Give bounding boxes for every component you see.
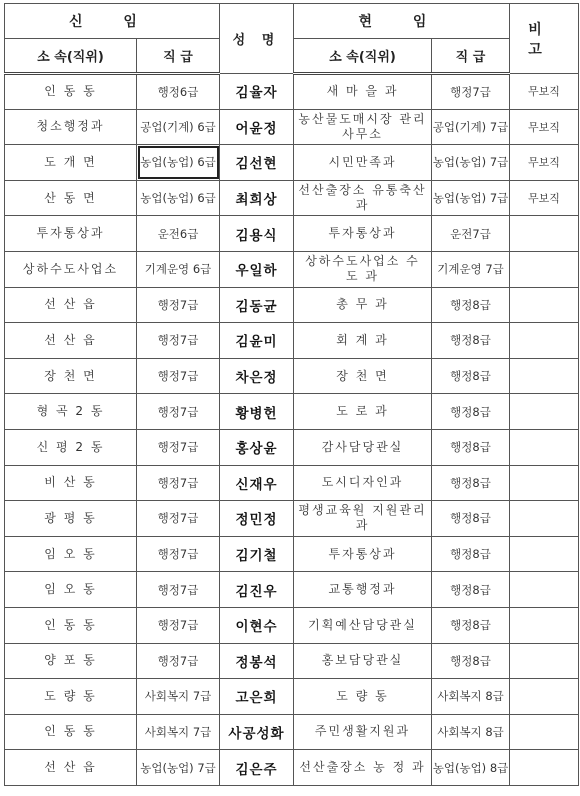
new-affiliation-cell: 선 산 읍 [5, 323, 137, 359]
name-cell: 김선현 [220, 145, 294, 181]
new-grade-cell: 행정7급 [137, 607, 220, 643]
remarks-cell: 무보직 [510, 180, 579, 216]
current-affiliation-cell: 주민생활지원과 [294, 714, 432, 750]
name-cell: 정봉석 [220, 643, 294, 679]
remarks-cell [510, 501, 579, 537]
current-affiliation-cell: 교통행정과 [294, 572, 432, 608]
new-grade-cell: 행정7급 [137, 358, 220, 394]
remarks-cell [510, 429, 579, 465]
current-grade-cell: 행정8급 [432, 358, 510, 394]
new-affiliation-cell: 선 산 읍 [5, 287, 137, 323]
name-cell: 김용식 [220, 216, 294, 252]
current-grade-cell: 행정8급 [432, 643, 510, 679]
current-grade-cell: 행정8급 [432, 287, 510, 323]
name-cell: 어윤정 [220, 109, 294, 145]
new-affiliation-cell: 광 평 동 [5, 501, 137, 537]
table-row [5, 750, 579, 786]
new-grade-header: 직 급 [137, 39, 220, 74]
remarks-cell [510, 216, 579, 252]
table-row [5, 501, 579, 537]
table-row [5, 145, 579, 181]
remarks-cell: 무보직 [510, 145, 579, 181]
new-grade-cell: 행정7급 [137, 287, 220, 323]
table-row [5, 465, 579, 501]
remarks-cell [510, 714, 579, 750]
remarks-cell [510, 251, 579, 287]
new-position-header: 신 임 [5, 4, 220, 39]
remarks-cell [510, 607, 579, 643]
current-affiliation-cell: 상하수도사업소 수 도 과 [294, 251, 432, 287]
new-affiliation-cell: 상하수도사업소 [5, 251, 137, 287]
current-grade-cell: 운전7급 [432, 216, 510, 252]
new-affiliation-cell: 양 포 동 [5, 643, 137, 679]
current-affiliation-cell: 평생교육원 지원관리과 [294, 501, 432, 537]
remarks-cell [510, 643, 579, 679]
new-grade-cell: 행정7급 [137, 536, 220, 572]
remarks-cell [510, 750, 579, 786]
new-grade-cell: 운전6급 [137, 216, 220, 252]
new-affiliation-cell: 청소행정과 [5, 109, 137, 145]
remarks-cell [510, 465, 579, 501]
remarks-cell [510, 287, 579, 323]
table-row [5, 216, 579, 252]
remarks-cell [510, 536, 579, 572]
current-affiliation-cell: 도 로 과 [294, 394, 432, 430]
new-affiliation-cell: 비 산 동 [5, 465, 137, 501]
current-grade-cell: 농업(농업) 7급 [432, 145, 510, 181]
current-affiliation-cell: 투자통상과 [294, 216, 432, 252]
current-grade-cell: 사회복지 8급 [432, 679, 510, 715]
name-cell: 김윤미 [220, 323, 294, 359]
new-grade-cell: 행정7급 [137, 501, 220, 537]
name-cell: 차은정 [220, 358, 294, 394]
name-cell: 김기철 [220, 536, 294, 572]
table-row [5, 429, 579, 465]
name-cell: 황병헌 [220, 394, 294, 430]
new-affiliation-cell: 인 동 동 [5, 607, 137, 643]
current-grade-cell: 행정7급 [432, 74, 510, 110]
current-affiliation-header: 소 속(직위) [294, 39, 432, 74]
table-row [5, 251, 579, 287]
table-row [5, 643, 579, 679]
current-grade-cell: 사회복지 8급 [432, 714, 510, 750]
current-affiliation-cell: 시민만족과 [294, 145, 432, 181]
current-affiliation-cell: 선산출장소 유통축산과 [294, 180, 432, 216]
current-affiliation-cell: 총 무 과 [294, 287, 432, 323]
table-row [5, 394, 579, 430]
table-row [5, 536, 579, 572]
new-grade-cell: 사회복지 7급 [137, 679, 220, 715]
new-affiliation-cell: 인 동 동 [5, 74, 137, 110]
current-affiliation-cell: 감사담당관실 [294, 429, 432, 465]
current-grade-cell: 기계운영 7급 [432, 251, 510, 287]
table-row [5, 572, 579, 608]
new-affiliation-cell: 도 개 면 [5, 145, 137, 181]
table-row [5, 180, 579, 216]
new-affiliation-cell: 산 동 면 [5, 180, 137, 216]
current-grade-cell: 행정8급 [432, 429, 510, 465]
remarks-cell [510, 679, 579, 715]
remarks-cell [510, 394, 579, 430]
name-cell: 홍상윤 [220, 429, 294, 465]
name-cell: 최희상 [220, 180, 294, 216]
current-grade-cell: 행정8급 [432, 536, 510, 572]
remarks-cell [510, 323, 579, 359]
table-row [5, 109, 579, 145]
new-affiliation-cell: 선 산 읍 [5, 750, 137, 786]
name-cell: 김율자 [220, 74, 294, 110]
new-affiliation-cell: 임 오 동 [5, 572, 137, 608]
new-affiliation-cell: 인 동 동 [5, 714, 137, 750]
new-grade-cell: 기계운영 6급 [137, 251, 220, 287]
name-cell: 고은희 [220, 679, 294, 715]
new-grade-cell: 농업(농업) 6급 [137, 180, 220, 216]
new-grade-cell: 행정6급 [137, 74, 220, 110]
table-row [5, 679, 579, 715]
table-row [5, 714, 579, 750]
current-grade-cell: 농업(농업) 8급 [432, 750, 510, 786]
current-grade-cell: 행정8급 [432, 465, 510, 501]
name-cell: 김진우 [220, 572, 294, 608]
new-grade-cell: 행정7급 [137, 572, 220, 608]
current-grade-cell: 행정8급 [432, 572, 510, 608]
name-cell: 사공성화 [220, 714, 294, 750]
name-header: 성 명 [220, 4, 294, 74]
current-affiliation-cell: 농산물도매시장 관리사무소 [294, 109, 432, 145]
new-grade-cell: 행정7급 [137, 323, 220, 359]
current-grade-cell: 행정8급 [432, 323, 510, 359]
new-grade-cell: 공업(기계) 6급 [137, 109, 220, 145]
table-row [5, 74, 579, 110]
new-grade-cell: 농업(농업) 7급 [137, 750, 220, 786]
new-grade-cell: 행정7급 [137, 429, 220, 465]
new-affiliation-cell: 장 천 면 [5, 358, 137, 394]
name-cell: 신재우 [220, 465, 294, 501]
new-affiliation-cell: 임 오 동 [5, 536, 137, 572]
new-grade-cell: 행정7급 [137, 643, 220, 679]
current-grade-cell: 농업(농업) 7급 [432, 180, 510, 216]
current-grade-header: 직 급 [432, 39, 510, 74]
current-affiliation-cell: 도시디자인과 [294, 465, 432, 501]
name-cell: 정민정 [220, 501, 294, 537]
new-grade-cell: 행정7급 [137, 465, 220, 501]
new-affiliation-cell: 도 량 동 [5, 679, 137, 715]
new-grade-cell: 행정7급 [137, 394, 220, 430]
remarks-cell: 무보직 [510, 109, 579, 145]
table-row [5, 358, 579, 394]
new-affiliation-cell: 형 곡 2 동 [5, 394, 137, 430]
current-affiliation-cell: 새 마 을 과 [294, 74, 432, 110]
current-affiliation-cell: 기획예산담당관실 [294, 607, 432, 643]
name-cell: 이현수 [220, 607, 294, 643]
new-affiliation-header: 소 속(직위) [5, 39, 137, 74]
table-row [5, 287, 579, 323]
current-affiliation-cell: 장 천 면 [294, 358, 432, 394]
table-row [5, 607, 579, 643]
current-grade-cell: 행정8급 [432, 394, 510, 430]
table-row [5, 323, 579, 359]
new-grade-cell: 농업(농업) 6급 [137, 145, 220, 181]
remarks-cell: 무보직 [510, 74, 579, 110]
personnel-table [4, 3, 579, 786]
new-grade-cell: 사회복지 7급 [137, 714, 220, 750]
remarks-cell [510, 572, 579, 608]
remarks-cell [510, 358, 579, 394]
current-grade-cell: 행정8급 [432, 607, 510, 643]
current-affiliation-cell: 회 계 과 [294, 323, 432, 359]
name-cell: 김동균 [220, 287, 294, 323]
remarks-header: 비 고 [510, 4, 579, 74]
current-affiliation-cell: 선산출장소 농 정 과 [294, 750, 432, 786]
current-affiliation-cell: 홍보담당관실 [294, 643, 432, 679]
new-affiliation-cell: 투자통상과 [5, 216, 137, 252]
new-affiliation-cell: 신 평 2 동 [5, 429, 137, 465]
current-grade-cell: 공업(기계) 7급 [432, 109, 510, 145]
name-cell: 김은주 [220, 750, 294, 786]
current-affiliation-cell: 도 량 동 [294, 679, 432, 715]
current-affiliation-cell: 투자통상과 [294, 536, 432, 572]
name-cell: 우일하 [220, 251, 294, 287]
current-grade-cell: 행정8급 [432, 501, 510, 537]
current-position-header: 현 임 [294, 4, 510, 39]
